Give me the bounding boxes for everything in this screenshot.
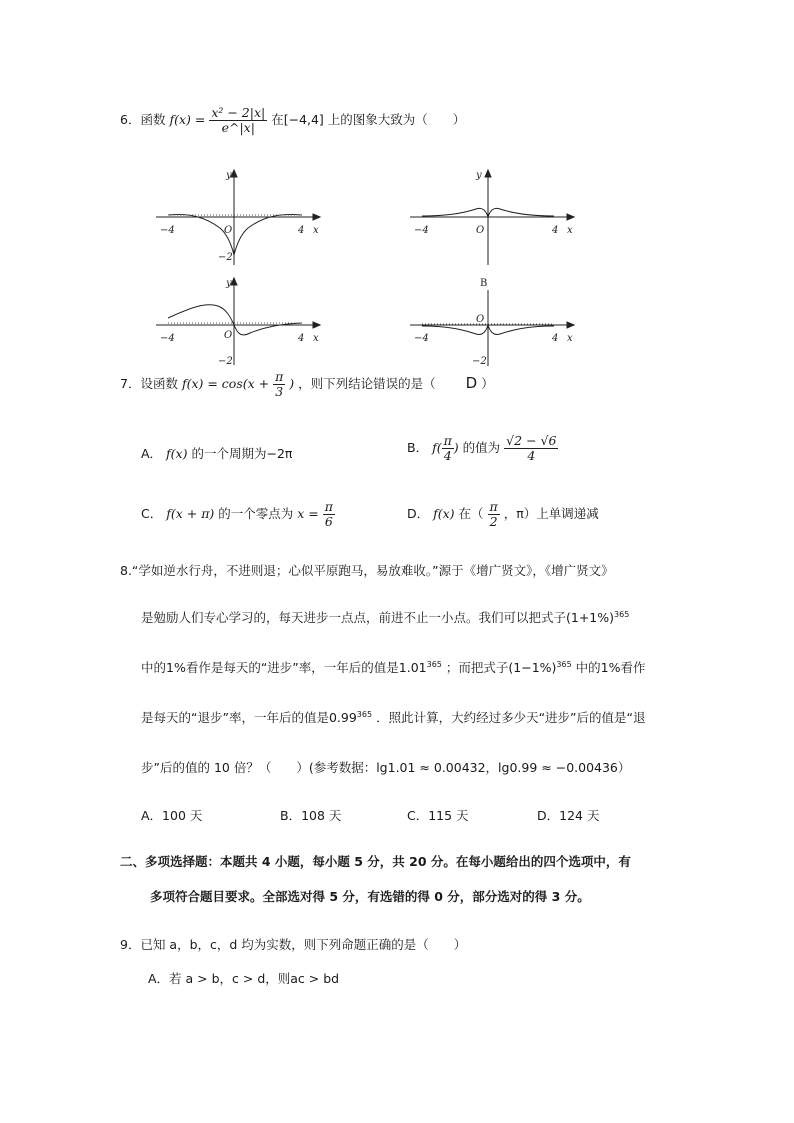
q7-option-b-value: [504, 434, 558, 463]
q6-graph-d: [404, 290, 584, 370]
q7-option-a: [141, 444, 292, 462]
q7-option-c-val: x =: [297, 505, 319, 521]
q7-option-a-label: A．: [141, 446, 163, 461]
q6-graph-c-neg4: −4: [160, 333, 175, 344]
q6-stem: [120, 106, 465, 135]
q6-graph-c-origin: O: [224, 330, 233, 341]
q7-option-c-label: C．: [141, 505, 163, 521]
q6-graph-c-y-label: y: [226, 278, 232, 289]
q7-frac-num: π: [275, 369, 284, 384]
q6-graph-c-x-label: x: [313, 333, 319, 344]
q6-graph-c-neg2: −2: [218, 356, 233, 367]
q7-function: f(x) = cos(x +: [181, 375, 270, 391]
q8-line-2-text: 是勉励人们专心学习的，每天进步一点点，前进不止一小点。我们可以把式子(1+1%): [141, 610, 615, 625]
q6-suffix: 在[−4,4] 上的图象大致为（ ）: [271, 111, 466, 127]
q7-option-d-frac-den: 2: [489, 513, 498, 529]
q7-option-d-text2: ，π）上单调递减: [503, 505, 599, 521]
q8-line-4-sup: 365: [356, 709, 373, 719]
q8-line-2-sup: 365: [614, 609, 630, 619]
q6-graph-a-neg2: −2: [218, 252, 233, 263]
q7-option-d: [407, 500, 599, 529]
q6-graph-a-pos4: 4: [298, 225, 305, 236]
q7-option-d-frac-num: π: [489, 499, 498, 514]
q7-option-c-frac-num: π: [324, 499, 333, 514]
section2-heading-line-2: 多项符合题目要求。全部选对得 5 分，有选错的得 0 分，部分选对的得 3 分。: [150, 889, 590, 904]
q7-fraction: [273, 370, 285, 399]
q8-option-a: A．100 天: [141, 808, 203, 823]
q8-line-1: 8.“学如逆水行舟，不进则退；心似平原跑马，易放难收。”源于《增广贤文》，《增广贤文》: [120, 563, 614, 578]
q6-graph-b-y-label: y: [476, 170, 482, 181]
q7-option-d-label: D．: [407, 505, 430, 521]
q6-graph-d-neg4: −4: [414, 333, 429, 344]
q7-prefix: 7．设函数: [120, 375, 178, 391]
q7-frac-den: 3: [275, 383, 284, 399]
q8-line-3-c: 中的1%看作: [575, 660, 646, 675]
q7-option-b-text: 的值为: [462, 439, 501, 455]
q7-end: ）: [481, 375, 494, 391]
q7-option-d-text: 在（: [458, 505, 484, 521]
q8-line-3-a: 中的1%看作是每天的“进步”率，一年后的值是1.01: [141, 660, 427, 675]
q6-graph-d-origin: O: [476, 314, 485, 325]
q6-graph-b-neg4: −4: [414, 225, 429, 236]
q6-lhs: f(x) =: [169, 111, 206, 127]
q8-line-4-b: ．照此计算，大约经过多少天“进步”后的值是“退: [376, 710, 646, 725]
q7-option-b-math: f(: [432, 439, 442, 455]
q7-option-b: [407, 434, 558, 463]
q8-option-b: B．108 天: [280, 808, 342, 823]
q6-graph-a-origin: O: [224, 225, 233, 236]
q7-option-a-math: f(x): [166, 446, 188, 461]
q6-fraction: [209, 106, 267, 135]
q6-graph-d-neg2: −2: [472, 356, 487, 367]
q8-option-d: D．124 天: [537, 808, 600, 823]
q6-graph-a-y-label: y: [226, 170, 232, 181]
q8-line-3: [141, 658, 646, 676]
q6-graph-b-pos4: 4: [552, 225, 559, 236]
q8-option-c: C．115 天: [407, 808, 469, 823]
q7-answer: D: [465, 373, 478, 392]
q7-close: ): [289, 375, 295, 391]
q7-option-d-math: f(x): [433, 505, 455, 521]
q7-option-c-text: 的一个零点为: [218, 505, 294, 521]
q6-prefix: 6．函数: [120, 111, 166, 127]
section2-heading-line-1: 二、多项选择题：本题共 4 小题，每小题 5 分，共 20 分。在每小题给出的四个选项中，有: [120, 854, 631, 869]
q9-stem: 9．已知 a，b，c，d 均为实数，则下列命题正确的是（ ）: [120, 937, 467, 952]
q8-line-5: 步”后的值的 10 倍？（ ）(参考数据：lg1.01 ≈ 0.00432，lg0.99 ≈ −0.00436）: [141, 760, 631, 775]
q6-graph-a-x-label: x: [313, 225, 319, 236]
q7-option-c-frac: [323, 500, 335, 529]
q7-option-b-frac-num: π: [443, 433, 452, 448]
q6-graph-c-pos4: 4: [298, 333, 305, 344]
q7-option-b-frac-den: 4: [443, 447, 452, 463]
q7-option-d-frac: [488, 500, 500, 529]
q7-option-c: [141, 500, 335, 529]
q7-option-b-value-num: √2 − √6: [506, 433, 557, 448]
q7-option-b-label: B．: [407, 439, 429, 455]
q8-line-4: [141, 708, 646, 726]
q6-graph-d-x-label: x: [567, 333, 573, 344]
q8-line-3-sup: 365: [426, 659, 442, 669]
q6-graph-a-neg4: −4: [160, 225, 175, 236]
q7-option-c-frac-den: 6: [324, 513, 333, 529]
q8-line-3-sup2: 365: [556, 659, 572, 669]
q6-graph-a: [150, 165, 330, 270]
q7-option-b-value-den: 4: [527, 447, 536, 463]
q6-graph-b-x-label: x: [567, 225, 573, 236]
q6-graph-c: [150, 270, 330, 370]
q7-option-c-math: f(x + π): [166, 505, 215, 521]
q6-graph-b-origin: O: [476, 225, 485, 236]
q7-option-b-frac: [442, 434, 454, 463]
q6-graph-d-pos4: 4: [552, 333, 559, 344]
q6-graph-b-label: B: [480, 278, 488, 289]
q8-line-4-a: 是每天的“退步”率，一年后的值是0.99: [141, 710, 357, 725]
q7-suffix: ，则下列结论错误的是（: [298, 375, 436, 391]
q6-graph-b: [404, 165, 584, 290]
q6-denominator: e^|x|: [221, 119, 255, 135]
q7-option-a-text: 的一个周期为−2π: [191, 446, 293, 461]
q7-stem: [120, 370, 494, 399]
q8-line-3-b: ；而把式子(1−1%): [445, 660, 557, 675]
q9-option-a: A．若 a > b，c > d，则ac > bd: [148, 971, 340, 986]
q7-option-b-close: ): [453, 439, 459, 455]
q6-numerator: x² − 2|x|: [211, 105, 266, 120]
q8-line-2: [141, 608, 629, 626]
